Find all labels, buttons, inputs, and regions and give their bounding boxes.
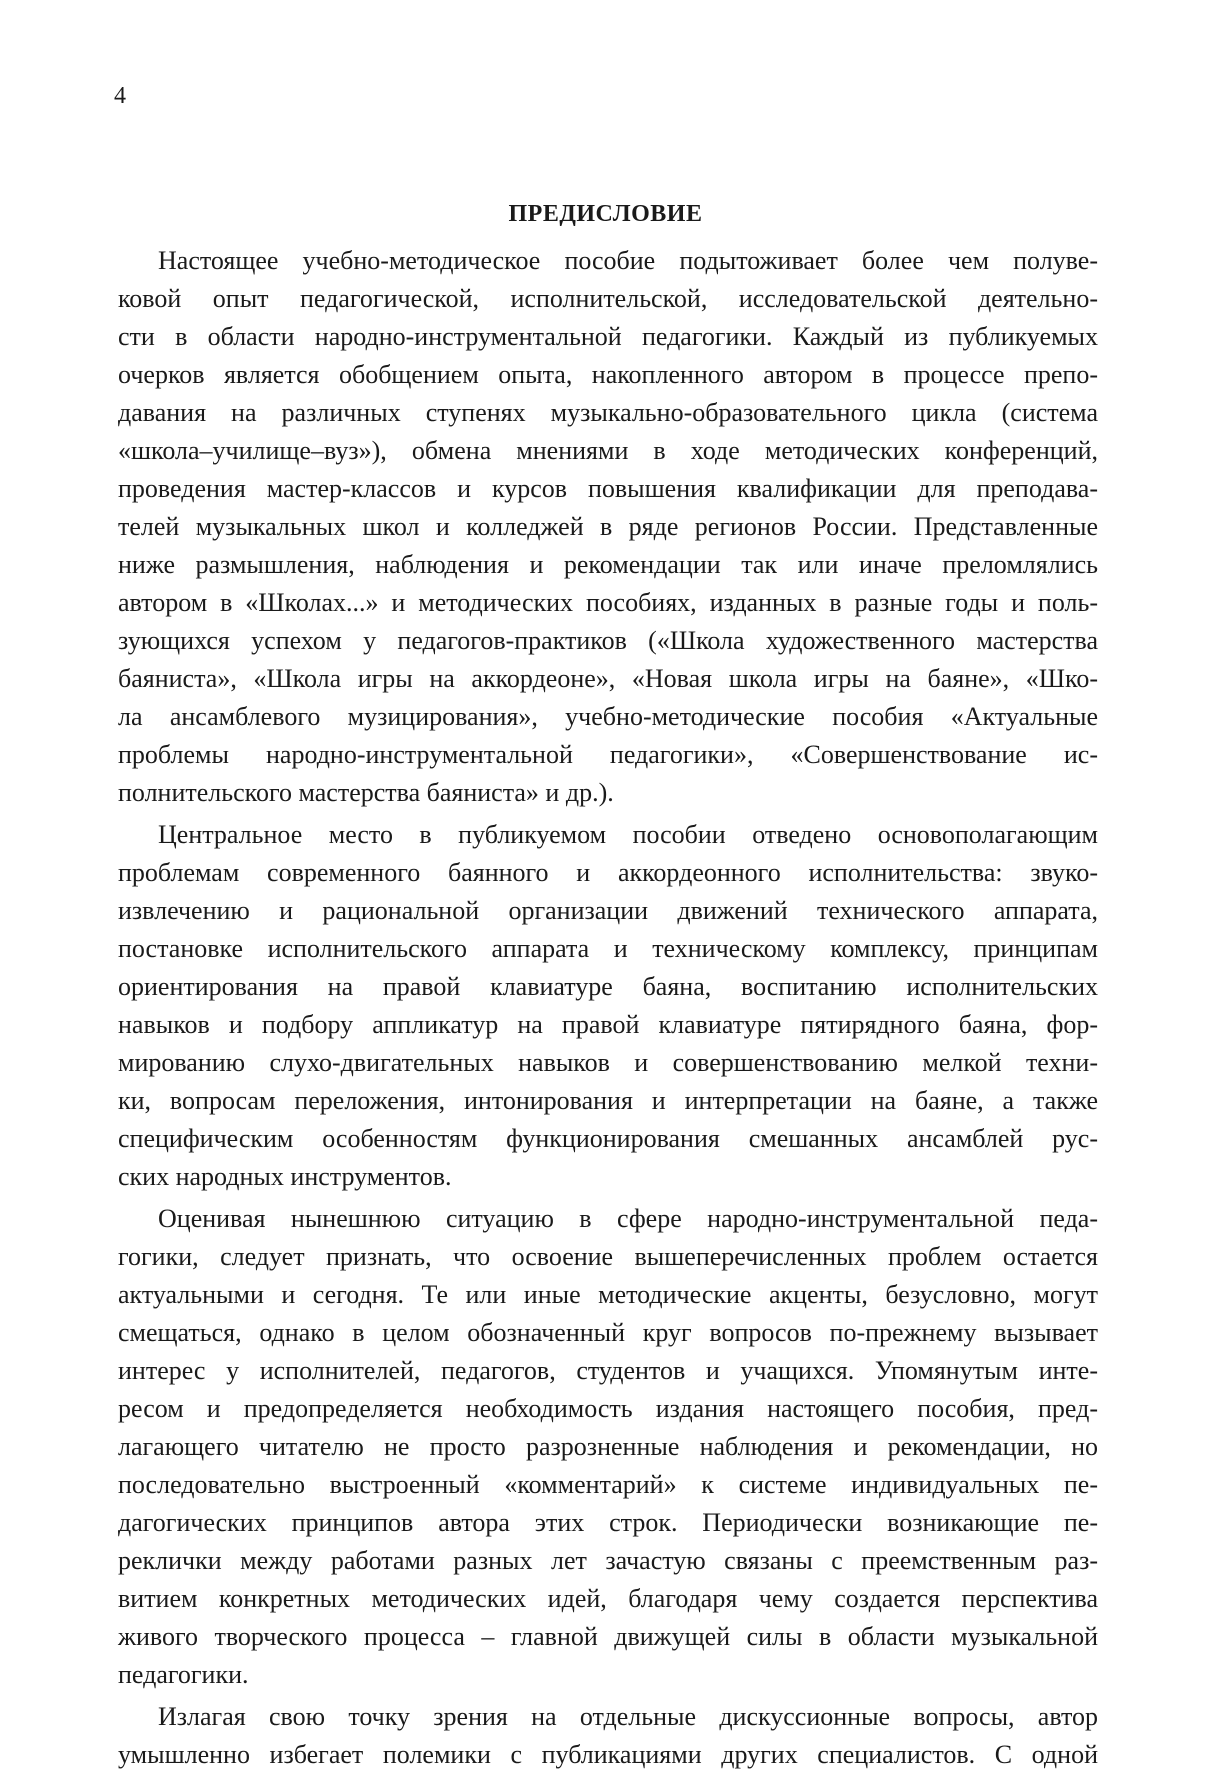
text-line: ковой опыт педагогической, исполнительской, исследовательской деятельно- xyxy=(118,284,1098,313)
paragraph xyxy=(118,816,1098,1196)
text-line: «школа–училище–вуз»), обмена мнениями в ходе методических конференций, xyxy=(118,436,1098,465)
text-line: Оценивая нынешнюю ситуацию в сфере народно-инструментальной педа- xyxy=(158,1204,1098,1233)
text-line: проблемы народно-инструментальной педагогики», «Совершенствование ис- xyxy=(118,740,1098,769)
text-line: витием конкретных методических идей, благодаря чему создается перспектива xyxy=(118,1584,1098,1613)
text-line: актуальными и сегодня. Те или иные методические акценты, безусловно, могут xyxy=(118,1280,1098,1309)
text-line: реклички между работами разных лет зачастую связаны с преемственным раз- xyxy=(118,1546,1098,1575)
text-line: полнительского мастерства баяниста» и др.). xyxy=(118,778,614,807)
text-line: постановке исполнительского аппарата и техническому комплексу, принципам xyxy=(118,934,1098,963)
text-line: ла ансамблевого музицирования», учебно-методические пособия «Актуальные xyxy=(118,702,1098,731)
text-line: зующихся успехом у педагогов-практиков («Школа художественного мастерства xyxy=(118,626,1098,655)
paragraph xyxy=(118,242,1098,812)
page-number: 4 xyxy=(114,83,126,109)
text-line: живого творческого процесса – главной движущей силы в области музыкальной xyxy=(118,1622,1098,1651)
paragraph xyxy=(118,1200,1098,1694)
text-line: умышленно избегает полемики с публикациями других специалистов. С одной xyxy=(118,1740,1098,1769)
text-line: проведения мастер-классов и курсов повышения квалификации для преподава- xyxy=(118,474,1098,503)
text-line: баяниста», «Школа игры на аккордеоне», «Новая школа игры на баяне», «Шко- xyxy=(118,664,1098,693)
text-line: мированию слухо-двигательных навыков и совершенствованию мелкой техни- xyxy=(118,1048,1098,1077)
text-line: навыков и подбору аппликатур на правой клавиатуре пятирядного баяна, фор- xyxy=(118,1010,1098,1039)
text-line: ресом и предопределяется необходимость издания настоящего пособия, пред- xyxy=(118,1394,1098,1423)
text-line: Излагая свою точку зрения на отдельные дискуссионные вопросы, автор xyxy=(158,1702,1098,1731)
text-line: сти в области народно-инструментальной педагогики. Каждый из публикуемых xyxy=(118,322,1098,351)
text-line: смещаться, однако в целом обозначенный круг вопросов по-прежнему вызывает xyxy=(118,1318,1098,1347)
text-line: гогики, следует признать, что освоение вышеперечисленных проблем остается xyxy=(118,1242,1098,1271)
text-line: лагающего читателю не просто разрозненные наблюдения и рекомендации, но xyxy=(118,1432,1098,1461)
text-line: давания на различных ступенях музыкально-образовательного цикла (система xyxy=(118,398,1098,427)
text-line: интерес у исполнителей, педагогов, студентов и учащихся. Упомянутым инте- xyxy=(118,1356,1098,1385)
paragraph xyxy=(118,1698,1098,1774)
text-line: автором в «Школах...» и методических пособиях, изданных в разные годы и поль- xyxy=(118,588,1098,617)
text-line: телей музыкальных школ и колледжей в ряде регионов России. Представленные xyxy=(118,512,1098,541)
text-line: ских народных инструментов. xyxy=(118,1162,452,1191)
text-line: ориентирования на правой клавиатуре баяна, воспитанию исполнительских xyxy=(118,972,1098,1001)
text-line: очерков является обобщением опыта, накопленного автором в процессе препо- xyxy=(118,360,1098,389)
text-line: ниже размышления, наблюдения и рекомендации так или иначе преломлялись xyxy=(118,550,1098,579)
text-line: педагогики. xyxy=(118,1660,249,1689)
text-line: Настоящее учебно-методическое пособие подытоживает более чем полуве- xyxy=(158,246,1098,275)
page-title: ПРЕДИСЛОВИЕ xyxy=(508,201,703,227)
text-line: ки, вопросам переложения, интонирования и интерпретации на баяне, а также xyxy=(118,1086,1098,1115)
text-line: специфическим особенностям функционирования смешанных ансамблей рус- xyxy=(118,1124,1098,1153)
text-line: проблемам современного баянного и аккордеонного исполнительства: звуко- xyxy=(118,858,1098,887)
text-line: Центральное место в публикуемом пособии отведено основополагающим xyxy=(158,820,1098,849)
body-text xyxy=(118,242,1098,1778)
text-line: последовательно выстроенный «комментарий» к системе индивидуальных пе- xyxy=(118,1470,1098,1499)
text-line: дагогических принципов автора этих строк. Периодически возникающие пе- xyxy=(118,1508,1098,1537)
text-line: извлечению и рациональной организации движений технического аппарата, xyxy=(118,896,1098,925)
